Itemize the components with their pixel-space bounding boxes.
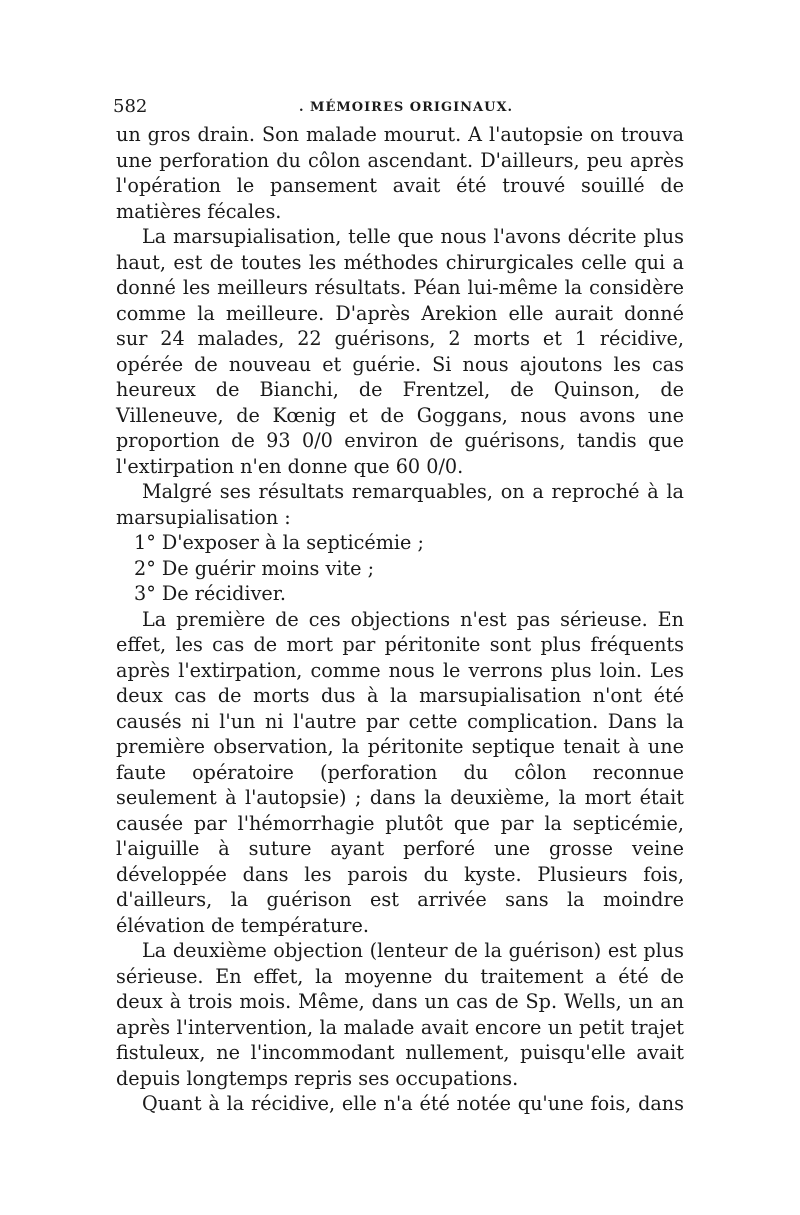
list-item-recurrence: 3° De récidiver. — [134, 582, 286, 605]
paragraph-reproaches: Malgré ses résultats remarquables, on a reproché à la marsupialisation : — [116, 480, 684, 529]
paragraph-recurrence: Quant à la récidive, elle n'a été notée qu'une fois, dans — [142, 1092, 684, 1115]
list-item-slower-healing: 2° De guérir moins vite ; — [134, 556, 375, 580]
running-head: . MÉMOIRES ORIGINAUX. — [299, 100, 514, 115]
body-text — [116, 122, 684, 1117]
page-number: 582 — [113, 96, 148, 117]
list-item-septicemia: 1° D'exposer à la septicémie ; — [134, 531, 424, 554]
paragraph-continuation: un gros drain. Son malade mourut. A l'autopsie on trouva une perforation du côlon ascendant. D'ailleurs, peu après l'opération le pansement avait été trouvé souillé de matières fécales. — [116, 123, 684, 223]
paragraph-marsupialisation: La marsupialisation, telle que nous l'avons décrite plus haut, est de toutes les méthodes chirurgicales celle qui a donné les meilleurs résultats. Péan lui-même la considère comme la meilleure. D'après Arekion elle aurait donné sur 24 malades, 22 guérisons, 2 morts et 1 récidive, opérée de nouveau et guérie. Si nous ajoutons les cas heureux de Bianchi, de Frentzel, de Quinson, de Villeneuve, de Kœnig et de Goggans, nous avons une proportion de 93 0/0 environ de guérisons, tandis que l'extirpation n'en donne que 60 0/0. — [116, 225, 684, 478]
paragraph-first-objection: La première de ces objections n'est pas sérieuse. En effet, les cas de mort par péritonite sont plus fréquents après l'extirpation, comme nous le verrons plus loin. Les deux cas de morts dus à la marsupialisation n'ont été causés ni l'un ni l'autre par cette complication. Dans la première observation, la péritonite septique tenait à une faute opératoire (perforation du côlon reconnue seulement à l'autopsie) ; dans la deuxième, la mort était causée par l'hémorrhagie plutôt que par la septicémie, l'aiguille à suture ayant perforé une grosse veine développée dans les parois du kyste. Plusieurs fois, d'ailleurs, la guérison est arrivée sans la moindre élévation de température. — [116, 607, 684, 937]
page-header — [113, 92, 684, 122]
paragraph-second-objection: La deuxième objection (lenteur de la guérison) est plus sérieuse. En effet, la moyenne du traitement a été de deux à trois mois. Même, dans un cas de Sp. Wells, un an après l'intervention, la malade avait encore un petit trajet fistuleux, ne l'incommodant nullement, puisqu'elle avait depuis longtemps repris ses occupations. — [116, 939, 684, 1090]
book-page — [113, 92, 684, 1117]
